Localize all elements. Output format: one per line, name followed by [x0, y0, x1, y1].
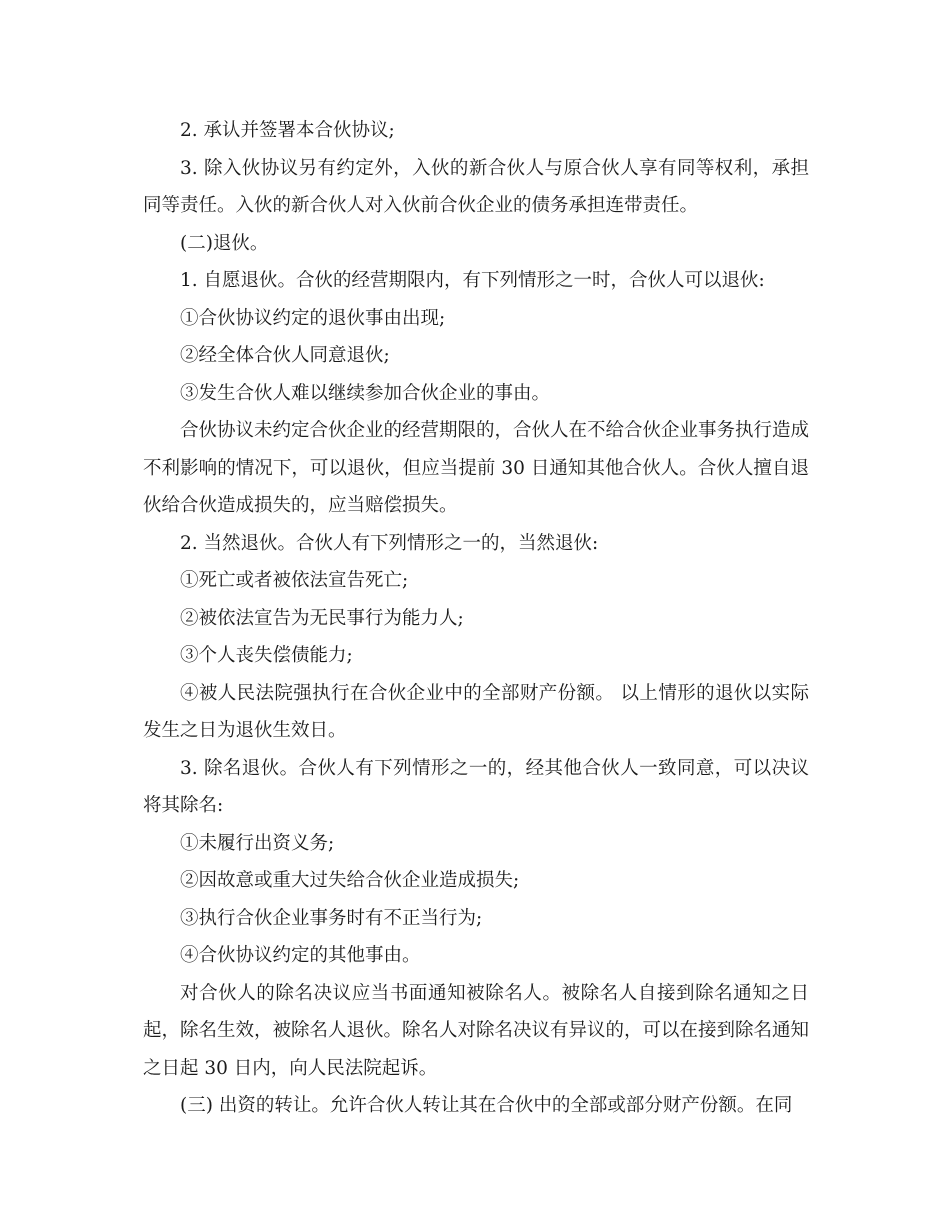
paragraph: 3. 除入伙协议另有约定外，入伙的新合伙人与原合伙人享有同等权利，承担同等责任。入伙的新合伙人对入伙前合伙企业的债务承担连带责任。: [143, 157, 809, 216]
paragraph: 2. 当然退伙。合伙人有下列情形之一的，当然退伙:: [180, 532, 599, 554]
section-heading: (二)退伙。: [180, 232, 269, 254]
paragraph: (三) 出资的转让。允许合伙人转让其在合伙中的全部或部分财产份额。在同: [180, 1095, 793, 1116]
paragraph: 合伙协议未约定合伙企业的经营期限的，合伙人在不给合伙企业事务执行造成不利影响的情况下，可以退伙，但应当提前 30 日通知其他合伙人。合伙人擅自退伙给合伙造成损失的，应当赔偿损失。: [143, 420, 810, 516]
paragraph: 对合伙人的除名决议应当书面通知被除名人。被除名人自接到除名通知之日起，除名生效，被除名人退伙。除名人对除名决议有异议的，可以在接到除名通知之日起 30 日内，向人民法院起诉。: [143, 982, 810, 1079]
paragraph: 1. 自愿退伙。合伙的经营期限内，有下列情形之一时，合伙人可以退伙:: [180, 270, 765, 291]
list-item: ①死亡或者被依法宣告死亡;: [180, 570, 409, 591]
list-item: ④合伙协议约定的其他事由。: [180, 945, 421, 966]
paragraph: 3. 除名退伙。合伙人有下列情形之一的，经其他合伙人一致同意，可以决议将其除名:: [143, 757, 809, 816]
list-item: ①合伙协议约定的退伙事由出现;: [180, 307, 446, 329]
list-item: ③个人丧失偿债能力;: [180, 645, 353, 666]
list-item: ①未履行出资义务;: [180, 832, 335, 854]
list-item: ②因故意或重大过失给合伙企业造成损失;: [180, 870, 520, 891]
body-text: [143, 112, 809, 1125]
list-item: ③发生合伙人难以继续参加合伙企业的事由。: [180, 382, 551, 404]
paragraph: 2. 承认并签署本合伙协议;: [180, 120, 395, 141]
list-item: ④被人民法院强执行在合伙企业中的全部财产份额。 以上情形的退伙以实际发生之日为退伙生效日。: [143, 682, 809, 741]
list-item: ②被依法宣告为无民事行为能力人;: [180, 607, 464, 629]
list-item: ③执行合伙企业事务时有不正当行为;: [180, 907, 483, 929]
list-item: ②经全体合伙人同意退伙;: [180, 345, 390, 366]
